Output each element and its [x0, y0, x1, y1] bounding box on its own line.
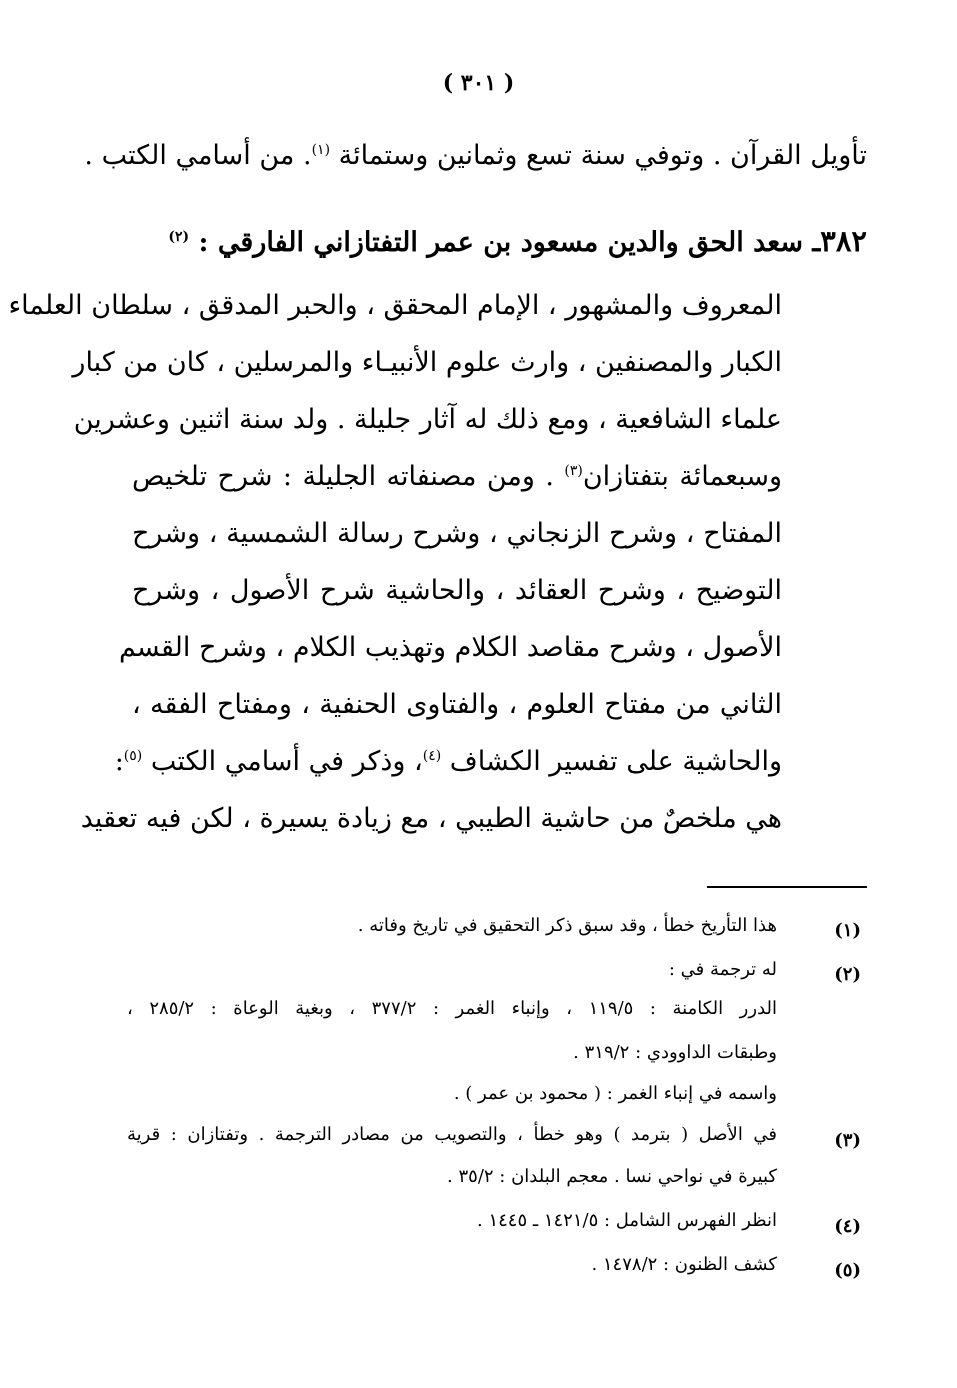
footnote-ref-1[interactable]: (١) — [311, 142, 331, 158]
entry-line-4-text-a: وسبعمائة بتفتازان — [582, 461, 782, 492]
intro-line — [84, 140, 867, 171]
entry-line-3: علماء الشافعية ، ومع ذلك له آثار جليلة . ولد سنة اثنين وعشرين — [73, 404, 782, 435]
intro-text-b: . من أسامي الكتب . — [84, 140, 312, 171]
entry-line-9 — [114, 746, 782, 777]
footnote-2-line-1: له ترجمة في : — [668, 959, 777, 980]
entry-line-10: هي ملخصٌ من حاشية الطيبي ، مع زيادة يسيرة ، لكن فيه تعقيد — [80, 803, 782, 834]
page-number: ( ٣٠١ ) — [442, 70, 515, 96]
footnote-1-text: هذا التأريخ خطأ ، وقد سبق ذكر التحقيق في تاريخ وفاته . — [357, 915, 777, 936]
footnote-1-marker: (١) — [834, 920, 861, 941]
entry-line-8: الثاني من مفتاح العلوم ، والفتاوى الحنفية ، ومفتاح الفقه ، — [132, 689, 782, 720]
entry-line-4-text-b: . ومن مصنفاته الجليلة : شرح تلخيص — [132, 461, 565, 492]
footnote-2-line-2: الدرر الكامنة : ١١٩/٥ ، وإنباء الغمر : ٣٧٧/٢ ، وبغية الوعاة : ٢٨٥/٢ ، — [127, 998, 778, 1019]
footnote-4-text: انظر الفهرس الشامل : ١٤٢١/٥ ـ ١٤٤٥ . — [476, 1210, 777, 1231]
footnote-5-marker: (٥) — [834, 1260, 861, 1281]
entry-name: ـ سعد الحق والدين مسعود بن عمر التفتازاني الفارقي : — [189, 227, 821, 258]
footnote-2-marker: (٢) — [834, 964, 861, 985]
footnote-ref-3[interactable]: (٣) — [564, 463, 583, 479]
entry-line-2: الكبار والمصنفين ، وارث علوم الأنبيـاء والمرسلين ، كان من كبار — [72, 347, 782, 378]
entry-line-5: المفتاح ، وشرح الزنجاني ، وشرح رسالة الشمسية ، وشرح — [132, 518, 782, 549]
footnote-ref-2[interactable]: (٢) — [168, 229, 190, 245]
entry-line-7: الأصول ، وشرح مقاصد الكلام وتهذيب الكلام ، وشرح القسم — [118, 632, 782, 663]
footnote-5-text: كشف الظنون : ١٤٧٨/٢ . — [591, 1254, 777, 1275]
entry-line-4 — [132, 461, 782, 492]
footnote-separator — [707, 886, 867, 888]
footnote-4-marker: (٤) — [834, 1216, 861, 1237]
entry-number: ٣٨٢ — [820, 224, 867, 258]
entry-line-9-text-b: ، وذكر في أسامي الكتب — [142, 746, 423, 777]
footnote-3-marker: (٣) — [834, 1130, 861, 1151]
footnote-2-line-3: وطبقات الداوودي : ٣١٩/٢ . — [573, 1042, 777, 1063]
entry-line-6: التوضيح ، وشرح العقائد ، والحاشية شرح الأصول ، وشرح — [132, 575, 782, 606]
entry-heading — [127, 224, 867, 258]
footnote-ref-4[interactable]: (٤) — [422, 748, 442, 764]
footnote-3-line-1: في الأصل ( بترمد ) وهو خطأ ، والتصويب من مصادر الترجمة . وتفتازان : قرية — [127, 1124, 777, 1145]
footnote-2-line-4: واسمه في إنباء الغمر : ( محمود بن عمر ) . — [453, 1083, 777, 1104]
intro-text-a: تأويل القرآن . وتوفي سنة تسع وثمانين وستمائة — [330, 140, 867, 171]
entry-line-1: المعروف والمشهور ، الإمام المحقق ، والحبر المدقق ، سلطان العلماء — [8, 290, 782, 321]
entry-line-9-text-c: : — [114, 746, 124, 777]
footnote-ref-5[interactable]: (٥) — [123, 748, 143, 764]
footnote-3-line-2: كبيرة في نواحي نسا . معجم البلدان : ٣٥/٢ . — [447, 1166, 777, 1187]
entry-line-9-text-a: والحاشية على تفسير الكشاف — [441, 746, 782, 777]
